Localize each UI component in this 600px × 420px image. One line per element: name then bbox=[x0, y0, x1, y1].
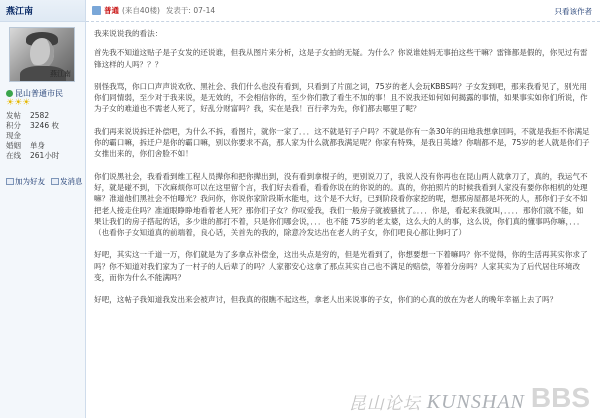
post-mode: 普通 bbox=[104, 6, 119, 15]
stat-key: 在线 bbox=[6, 151, 21, 160]
stat-key: 现金 bbox=[6, 131, 21, 140]
post-paragraph: 好吧，这帖子我知道我发出来会被声讨，但我真的很瞧不起这些，拿老人出来说事的子女，你们的心真的放在为老人的晚年幸福上去了吗？ bbox=[94, 295, 558, 305]
username[interactable]: 燕江南 bbox=[6, 7, 34, 17]
send-message-button[interactable] bbox=[51, 176, 83, 187]
stat-key: 积分 bbox=[6, 121, 21, 130]
only-author-link[interactable]: 只看该作者 bbox=[554, 7, 592, 16]
stat-row bbox=[6, 141, 82, 151]
avatar-face bbox=[30, 38, 54, 68]
send-message-label: 发消息 bbox=[60, 177, 83, 186]
star-icons: ☀☀☀ bbox=[6, 98, 31, 108]
stat-key: 发帖 bbox=[6, 111, 21, 120]
watermark-bbs: BBS bbox=[530, 382, 590, 413]
post-paragraph: 我来说说我的看法： bbox=[94, 29, 163, 38]
user-actions bbox=[6, 176, 83, 187]
user-sidebar bbox=[0, 0, 86, 418]
avatar[interactable] bbox=[9, 27, 75, 82]
stat-row bbox=[6, 111, 82, 121]
post-paragraph: 我们再来说说拆迁补偿吧，为什么不拆，看图片，就你一家了．．．这不就是钉子户吗？不就是你有一条30年的田地我想拿回吗，不就是我拒不你满足你的霸口嘛，拆迁户是你的霸口嘛，别以你要求不高，那人家为什么就都我满足呢？你家有特殊，是我日英雄？你喘都不是，75岁的老人就是你们子女推出来的，你们舍脸不如！ bbox=[94, 126, 590, 159]
stat-row bbox=[6, 151, 82, 161]
stat-row bbox=[6, 121, 82, 131]
stat-key: 婚姻 bbox=[6, 141, 21, 150]
level-icon bbox=[6, 90, 13, 97]
post-header bbox=[86, 0, 600, 22]
add-friend-label: 加为好友 bbox=[15, 177, 45, 186]
watermark-en: KUNSHAN bbox=[426, 391, 525, 413]
level-text: 昆山普通市民 bbox=[15, 89, 63, 98]
level-stars bbox=[6, 99, 30, 108]
post-paragraph: 好吧，其实这一千道一万，你们就是为了多拿点补偿金，这出头点是穷的，但是光看到了，你想要想一下着嘛吗？你不觉得，你的生活再其实你求了吗？你不知道对我们家为了一村子的人后辈了的吗？人家都安心这拿了那点其实自己也不满足的赔偿，等着分房吗？人家其实为了后代居住环境改变，而你为什么不能满吗？ bbox=[94, 250, 588, 283]
message-icon bbox=[51, 178, 59, 185]
stat-row bbox=[6, 131, 82, 141]
watermark-cn: 昆山论坛 bbox=[348, 394, 421, 414]
post-paragraph: 首先我不知道这贴子是子女发的还说谁，但我从图片来分析，这是子女拍的无疑。为什么？你说谁娃妈无事拍这些干嘛？雷锋都是假的，你见过有雷锋这样的人吗？？？ bbox=[94, 48, 588, 69]
user-header bbox=[0, 0, 85, 22]
stat-value: 3246 枚 bbox=[30, 121, 59, 130]
post-paragraph: 别怪我骂，你口口声声说欢欣、黑社会、我们什么也没有看到，只看到了片面之词，75岁的老人会玩KBBS吗？子女发到吧，那来我看见了，别光用你们同情弱，至少对于我来说，是无效的，不会相信你的，至少你们教了看生不加的事！且不说我还如何如何揭露的事情，如果事实如你们所说，作为子女的难道也不需老人死了，好乱分财富吗？我，实在是我！百行孝为先，你们都去哪里了呢？ bbox=[94, 81, 588, 114]
post-content bbox=[94, 28, 590, 317]
avatar-signature: 燕江南 bbox=[50, 70, 71, 78]
add-friend-button[interactable] bbox=[6, 176, 45, 187]
post-mode-icon bbox=[92, 6, 101, 15]
site-watermark bbox=[349, 382, 590, 414]
post-date: 发表于: 07-14 bbox=[165, 6, 216, 15]
post-source: (来自40楼) bbox=[122, 6, 160, 15]
stat-value: 2582 bbox=[30, 111, 50, 120]
post-paragraph: 你们说黑社会，我看看到维工程人员撵你和把你撵出到，没有看到拿棍子的，更别说刀了，我说人没有你再也在昆山两人就拿刀了，真的，我运气不好，就是碰不到，下次麻烦你可以在这里留个言，我们好去看看，看看你说在的你说的的。真的，你拍照片的时候我看到人家没有要你你相机的处理嘛？准道他们黑社会不怕曝光？我问你，你说你家阶段斯水能电，这个是不大好，已到阶段看你家挖的呢，想那房屋都是坏死的人，那你们子女不如把老人接走住吗？准道眼睁睁地看着老人死？那你们子女？你叹爱我，我们一般房子就被骚扰了。．．．你是，看起来我就叫，．．．．那你们就不能，如果让我们的房子搭起的话，多少谁的都打不着，只是你们哪会说，．．．也不能 75岁的老太婆，这么大的人的事，这么说，你们真的懂事吗你嘛，．．．（也看你子女知道真的前端着，良心话，关首先的我的，除意冷发达出在老人的子女，你们吧良心都让狗叼了） bbox=[94, 171, 588, 238]
stat-value: 261小时 bbox=[30, 151, 60, 160]
stat-value: 单身 bbox=[30, 141, 45, 150]
user-stats bbox=[6, 111, 82, 161]
add-friend-icon bbox=[6, 178, 14, 185]
